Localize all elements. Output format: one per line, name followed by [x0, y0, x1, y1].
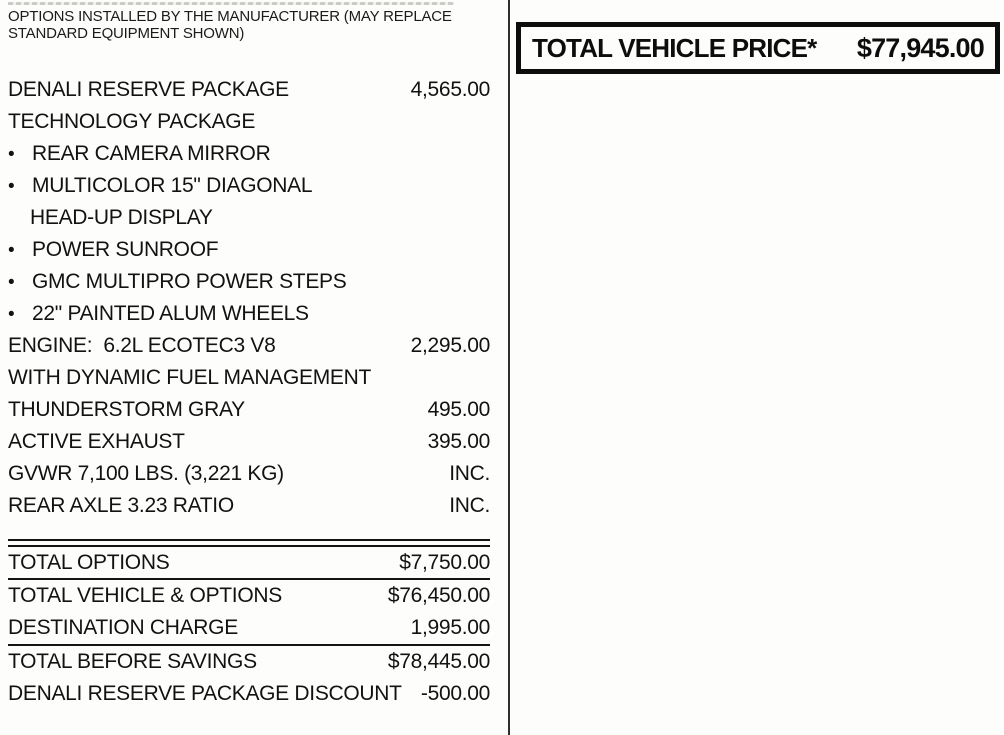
option-label: [8, 266, 346, 299]
total-vehicle-price-box: [516, 22, 1000, 74]
bullet-icon: •: [8, 240, 15, 261]
option-label-text: WITH DYNAMIC FUEL MANAGEMENT: [8, 366, 371, 389]
options-header-line2: STANDARD EQUIPMENT SHOWN): [8, 24, 245, 42]
option-row: [8, 330, 490, 362]
option-label: [8, 234, 218, 267]
option-row: [8, 458, 490, 490]
option-label-text: ACTIVE EXHAUST: [8, 430, 185, 453]
option-label-text: GVWR 7,100 LBS. (3,221 KG): [8, 462, 284, 485]
option-label-text: POWER SUNROOF: [32, 238, 219, 261]
option-row: [8, 298, 490, 330]
column-divider-line: [508, 0, 510, 735]
options-section-header: [8, 9, 478, 42]
total-row: [8, 646, 490, 678]
total-row-label: DESTINATION CHARGE: [8, 616, 238, 639]
option-row: [8, 426, 490, 458]
bullet-icon: •: [8, 144, 15, 165]
option-price: 4,565.00: [410, 78, 490, 101]
bullet-icon: •: [8, 272, 15, 293]
option-price: INC.: [449, 494, 490, 517]
option-row: [8, 74, 490, 106]
total-row: [8, 612, 490, 644]
option-label-text: TECHNOLOGY PACKAGE: [8, 110, 256, 133]
option-label: [8, 170, 312, 203]
total-vehicle-price-value: $77,945.00: [856, 32, 984, 63]
totals-block: [8, 539, 490, 710]
total-row-price: $78,445.00: [387, 650, 490, 673]
bullet-icon: •: [8, 176, 15, 197]
clipped-row-artifact: [8, 2, 454, 5]
option-label-text: REAR AXLE 3.23 RATIO: [8, 494, 234, 517]
option-label: [8, 106, 255, 138]
option-row: [8, 138, 490, 170]
option-label: [8, 330, 275, 362]
option-label: [8, 138, 270, 171]
total-row-price: $7,750.00: [399, 550, 490, 574]
total-row-price: $76,450.00: [387, 584, 490, 607]
total-row: [8, 678, 490, 710]
option-row: [8, 490, 490, 522]
option-label: [8, 74, 289, 106]
options-header-line1: OPTIONS INSTALLED BY THE MANUFACTURER (MAY REPLACE: [8, 8, 452, 25]
total-row-label: TOTAL OPTIONS: [8, 550, 170, 574]
option-label: [8, 490, 234, 522]
option-row: [8, 234, 490, 266]
option-label: [8, 362, 371, 394]
option-row: [8, 106, 490, 138]
option-price: INC.: [449, 462, 490, 485]
option-label-text: THUNDERSTORM GRAY: [8, 398, 245, 421]
option-label: [8, 202, 213, 234]
option-price: 495.00: [427, 398, 490, 421]
option-label: [8, 426, 185, 458]
option-label-text: MULTICOLOR 15" DIAGONAL: [32, 174, 313, 197]
option-row: [8, 266, 490, 298]
option-label: [8, 458, 284, 490]
option-row: [8, 362, 490, 394]
option-price: 2,295.00: [410, 334, 490, 357]
total-row: [8, 547, 490, 578]
total-row-price: -500.00: [420, 682, 490, 705]
bullet-icon: •: [8, 304, 15, 325]
total-row-label: DENALI RESERVE PACKAGE DISCOUNT: [8, 682, 402, 705]
double-rule: [8, 539, 490, 547]
total-row-label: TOTAL BEFORE SAVINGS: [8, 650, 257, 673]
option-label-text: GMC MULTIPRO POWER STEPS: [32, 270, 347, 293]
option-label-text: ENGINE: 6.2L ECOTEC3 V8: [8, 334, 276, 357]
option-label-text: HEAD-UP DISPLAY: [30, 206, 213, 229]
total-row-price: 1,995.00: [410, 616, 490, 639]
total-row-label: TOTAL VEHICLE & OPTIONS: [8, 584, 282, 607]
option-price: 395.00: [427, 430, 490, 453]
options-list: [8, 74, 490, 522]
total-vehicle-price-label: TOTAL VEHICLE PRICE*: [532, 32, 817, 63]
total-row: [8, 580, 490, 612]
option-label-text: 22" PAINTED ALUM WHEELS: [32, 302, 309, 325]
option-row: [8, 202, 490, 234]
option-label-text: DENALI RESERVE PACKAGE: [8, 78, 289, 101]
option-row: [8, 394, 490, 426]
option-row: [8, 170, 490, 202]
option-label: [8, 298, 309, 331]
option-label-text: REAR CAMERA MIRROR: [32, 142, 271, 165]
option-label: [8, 394, 245, 426]
